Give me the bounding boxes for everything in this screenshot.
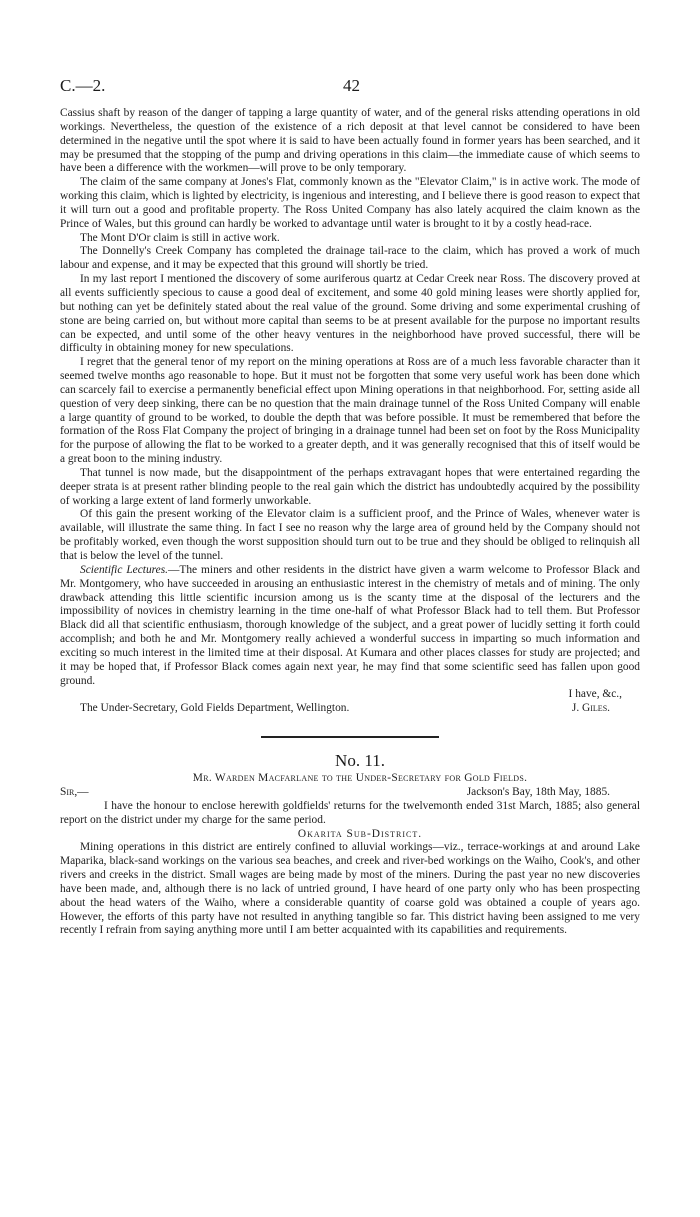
salutation: Sir,— bbox=[60, 785, 89, 798]
paragraph: Of this gain the present working of the Elevator claim is a sufficient proof, and the Prince of Wales, whenever water is available, will illustrate the same thing. In fact I see no reason why the large area of ground held by the Company should not be profitably worked, even though the worst supposition should turn out to be true and they should be obliged to relinquish all that is below the level of the tunnel. bbox=[60, 508, 640, 562]
signature: J. Giles. bbox=[571, 702, 610, 715]
signature-line bbox=[60, 702, 640, 716]
letter-number: No. 11. bbox=[335, 751, 385, 771]
letter-from-to: Mr. Warden Macfarlane to the Under-Secretary for Gold Fields. bbox=[192, 772, 528, 785]
paragraph: I regret that the general tenor of my report on the mining operations at Ross are of a much less favorable character than it seemed twelve months ago reasonable to hope. But it must not be forgotten that some very useful work has been done which can scarcely fail to exercise a permanently beneficial effect upon Mining operations in that neighborhood. For, setting aside all question of very deep sinking, there can be no question that the main drainage tunnel of the Ross United Company will enable a large quantity of ground to be worked, to double the depth that was before possible. It must be remembered that before the formation of the Ross Flat Company the project of bringing in a drainage tunnel had been set on foot by the Ross Municipality for the purpose of allowing the flat to be worked to a greater depth, and it was generally recognised that this of itself would be a great boon to the mining industry. bbox=[60, 356, 640, 466]
paragraph: The Donnelly's Creek Company has completed the drainage tail-race to the claim, which has proved a work of much labour and expense, and it may be expected that this ground will shortly be tried. bbox=[60, 245, 640, 272]
page-header bbox=[60, 76, 660, 100]
paragraph: Cassius shaft by reason of the danger of tapping a large quantity of water, and of the general risks attending operations in old workings. Nevertheless, the question of the existence of a rich deposit at that level cannot be considered to have been determined in the negative until the spot where it is said to have been actually found in former years has been searched, and it may be presumed that the stopping of the pump and driving operations in this claim—the immediate cause of which seems to have been a difference with the workmen—will prove to be only temporary. bbox=[60, 107, 640, 175]
body-text bbox=[60, 107, 640, 938]
lectures-heading: Scientific Lectures. bbox=[80, 563, 168, 576]
subdistrict-heading: Okarita Sub-District. bbox=[297, 827, 423, 840]
paragraph: The Mont D'Or claim is still in active work. bbox=[80, 231, 280, 244]
section-divider bbox=[261, 736, 439, 738]
paragraph: In my last report I mentioned the discovery of some auriferous quartz at Cedar Creek near Ross. The discovery proved at all events sufficiently specious to cause a good deal of excitement, and some 40 gold mining leases were shortly applied for, but nothing can yet be definitely stated about the real value of the ground. Some driving and some experimental crushing of stone are being carried on, but without more capital than seems to be at present available for the purpose no important results can be expected, and until some of the other heavy ventures in the neighborhood have proved successful, there will be difficulty in obtaining money for new speculations. bbox=[60, 273, 640, 355]
paragraph: The claim of the same company at Jones's Flat, commonly known as the "Elevator Claim," is in active work. The mode of working this claim, which is lighted by electricity, is ingenious and interesting, and I believe there is good reason to expect that it will turn out a good and profitable property. The Ross United Company has also lately acquired the claim known as the Prince of Wales, but this ground can hardly be worked to advantage until water is brought to it by a costly head-race. bbox=[60, 176, 640, 230]
dateline: Jackson's Bay, 18th May, 1885. bbox=[466, 785, 610, 798]
addressee: The Under-Secretary, Gold Fields Department, Wellington. bbox=[80, 702, 350, 715]
letter-intro: I have the honour to enclose herewith goldfields' returns for the twelvemonth ended 31st March, 1885; also general report on the district under my charge for the same period. bbox=[60, 799, 640, 826]
page-number: 42 bbox=[343, 76, 360, 95]
lectures-paragraph bbox=[60, 564, 640, 689]
letter-paragraph: Mining operations in this district are entirely confined to alluvial workings—viz., terrace-workings at and around Lake Maparika, black-sand workings on the various sea beaches, and creek and river-bed workings on the Waiho, Cook's, and other rivers and creeks in the district. Small wages are being made by most of the miners. During the past year no new discoveries have been made, and, although there is no lack of untried ground, I have heard of one party only who has been prospecting about the head waters of the Waiho, where a considerable quantity of coarse gold was obtained a couple of years ago. However, the efforts of this party have not resulted in anything tangible so far. This district having been assigned to me very recently I refrain from saying anything more until I am better acquainted with its capabilities and requirements. bbox=[60, 841, 640, 937]
salutation-line bbox=[60, 786, 640, 800]
document-code: C.—2. bbox=[60, 76, 106, 95]
closing: I have, &c., bbox=[568, 688, 622, 701]
paragraph: That tunnel is now made, but the disappointment of the perhaps extravagant hopes that were entertained regarding the deeper strata is at present rather blinding people to the real gain which the district has undoubtedly acquired by the possibility of working a large extent of land formerly unworkable. bbox=[60, 466, 640, 507]
lectures-text: —The miners and other residents in the district have given a warm welcome to Professor Black and Mr. Montgomery, who have succeeded in arousing an enthusiastic interest in the chemistry of metals and of mining. The only drawback attending this little scientific incursion among us is the scanty time at the disposal of the lecturers and the impossibility of novices in chemistry learning in the time one-half of what Professor Black had to tell them. But Professor Black did all that scientific enthusiasm, thorough knowledge of the subject, and a great power of lucidly setting it forth could accomplish; and both he and Mr. Montgomery really achieved a wonderful success in imparting so much information and exciting so much interest in the limited time at their disposal. At Kumara and other places classes for study are projected; and it may be hoped that, if Professor Black comes again next year, he may find that some scientific seed has fallen upon good ground. bbox=[60, 563, 640, 687]
